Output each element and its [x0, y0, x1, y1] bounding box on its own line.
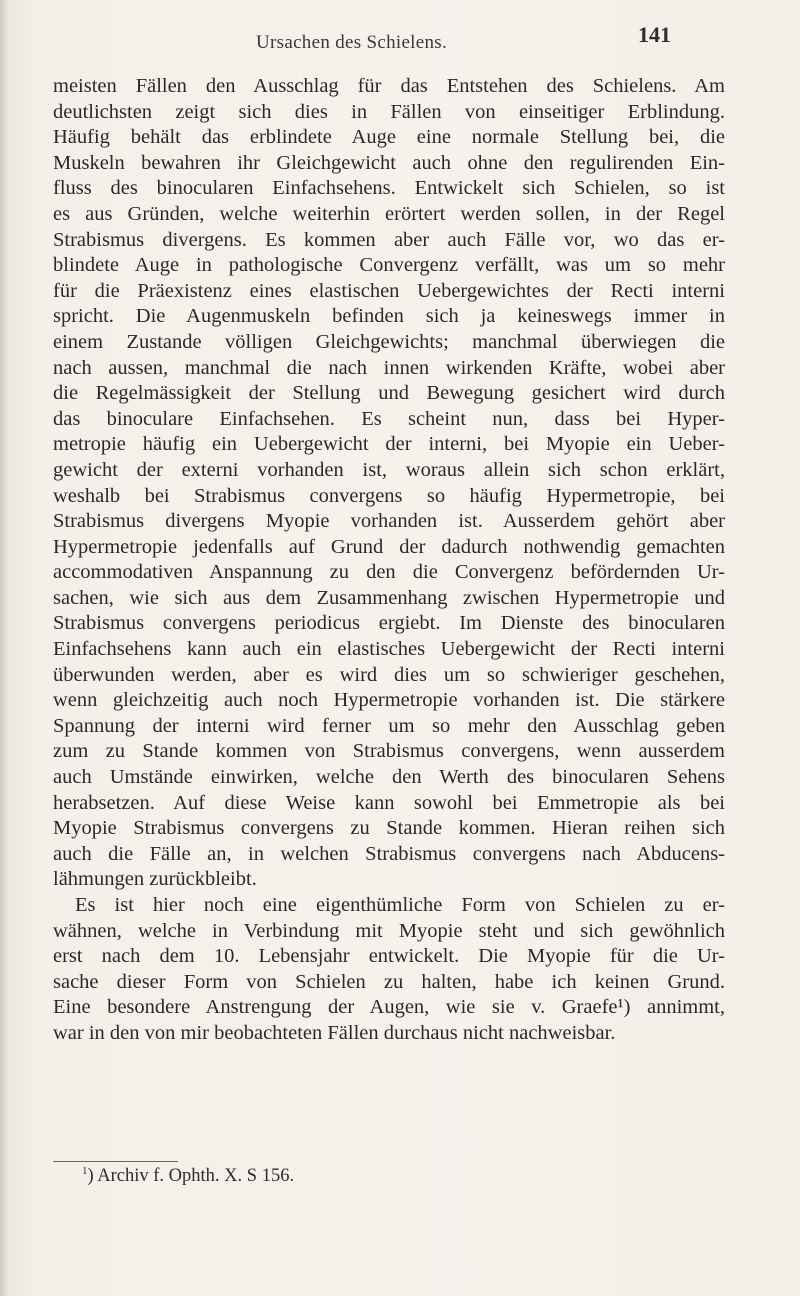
text-line: sachen, wie sich aus dem Zusammenhang zwischen Hypermetropie und [53, 586, 725, 609]
text-line: gewicht der externi vorhanden ist, woraus allein sich schon erklärt, [53, 458, 725, 481]
text-line: Myopie Strabismus convergens zu Stande kommen. Hieran reihen sich [53, 817, 725, 840]
text-line: überwunden werden, aber es wird dies um so schwieriger geschehen, [53, 663, 725, 686]
text-line: Hypermetropie jedenfalls auf Grund der dadurch nothwendig gemachten [53, 535, 725, 558]
text-line: es aus Gründen, welche weiterhin erörtert werden sollen, in der Regel [53, 202, 725, 225]
text-line: sache dieser Form von Schielen zu halten, habe ich keinen Grund. [53, 970, 725, 993]
paragraph-1 [53, 74, 725, 893]
text-line: Muskeln bewahren ihr Gleichgewicht auch ohne den regulirenden Ein- [53, 151, 725, 174]
text-line: Strabismus divergens. Es kommen aber auch Fälle vor, wo das er- [53, 228, 725, 251]
text-line: lähmungen zurückbleibt. [53, 868, 257, 891]
body-text [53, 74, 725, 1047]
text-line: Strabismus divergens Myopie vorhanden ist. Ausserdem gehört aber [53, 510, 725, 533]
footnote-marker: 1 [82, 1165, 88, 1177]
footnote-divider [53, 1161, 178, 1162]
text-line: war in den von mir beobachteten Fällen durchaus nicht nachweisbar. [53, 1021, 616, 1044]
text-line: erst nach dem 10. Lebensjahr entwickelt. Die Myopie für die Ur- [53, 945, 725, 968]
text-line: wenn gleichzeitig auch noch Hypermetropie vorhanden ist. Die stärkere [53, 689, 725, 712]
running-title: Ursachen des Schielens. [256, 32, 448, 53]
text-line: Häufig behält das erblindete Auge eine normale Stellung bei, die [53, 126, 725, 149]
text-line: zum zu Stande kommen von Strabismus convergens, wenn ausserdem [53, 740, 725, 763]
text-line: herabsetzen. Auf diese Weise kann sowohl bei Emmetropie als bei [53, 791, 725, 814]
text-line: auch die Fälle an, in welchen Strabismus convergens nach Abducens- [53, 842, 725, 865]
text-line: Es ist hier noch eine eigenthümliche Form von Schielen zu er- [75, 894, 725, 916]
text-line: für die Präexistenz eines elastischen Uebergewichtes der Recti interni [53, 279, 725, 302]
text-line: fluss des binocularen Einfachsehens. Entwickelt sich Schielen, so ist [53, 177, 725, 200]
text-line: Einfachsehens kann auch ein elastisches Uebergewicht der Recti interni [53, 638, 725, 661]
footnote [82, 1165, 294, 1187]
text-line: einem Zustande völligen Gleichgewichts; manchmal überwiegen die [53, 330, 725, 353]
text-line: Eine besondere Anstrengung der Augen, wie sie v. Graefe¹) annimmt, [53, 996, 725, 1019]
footnote-text: ) Archiv f. Ophth. X. S 156. [87, 1166, 295, 1187]
page-number: 141 [638, 22, 671, 47]
text-line: auch Umstände einwirken, welche den Werth des binocularen Sehens [53, 766, 725, 789]
text-line: die Regelmässigkeit der Stellung und Bewegung gesichert wird durch [53, 382, 725, 405]
text-line: deutlichsten zeigt sich dies in Fällen von einseitiger Erblindung. [53, 100, 725, 123]
text-line: wähnen, welche in Verbindung mit Myopie steht und sich gewöhnlich [53, 919, 725, 942]
text-line: nach aussen, manchmal die nach innen wirkenden Kräfte, wobei aber [53, 356, 725, 379]
text-line: blindete Auge in pathologische Convergenz verfällt, was um so mehr [53, 254, 725, 277]
text-line: Strabismus convergens periodicus ergiebt. Im Dienste des binocularen [53, 612, 725, 635]
text-line: metropie häufig ein Uebergewicht der interni, bei Myopie ein Ueber- [53, 433, 725, 456]
text-line: spricht. Die Augenmuskeln befinden sich ja keineswegs immer in [53, 305, 725, 328]
paragraph-2 [53, 893, 725, 1047]
text-line: accommodativen Anspannung zu den die Convergenz befördernden Ur- [53, 561, 725, 584]
text-line: Spannung der interni wird ferner um so mehr den Ausschlag geben [53, 714, 725, 737]
text-line: weshalb bei Strabismus convergens so häufig Hypermetropie, bei [53, 484, 725, 507]
page-header [0, 22, 800, 62]
text-line: meisten Fällen den Ausschlag für das Entstehen des Schielens. Am [53, 75, 725, 97]
text-line: das binoculare Einfachsehen. Es scheint nun, dass bei Hyper- [53, 407, 725, 430]
page-gutter-shadow [0, 0, 8, 1296]
